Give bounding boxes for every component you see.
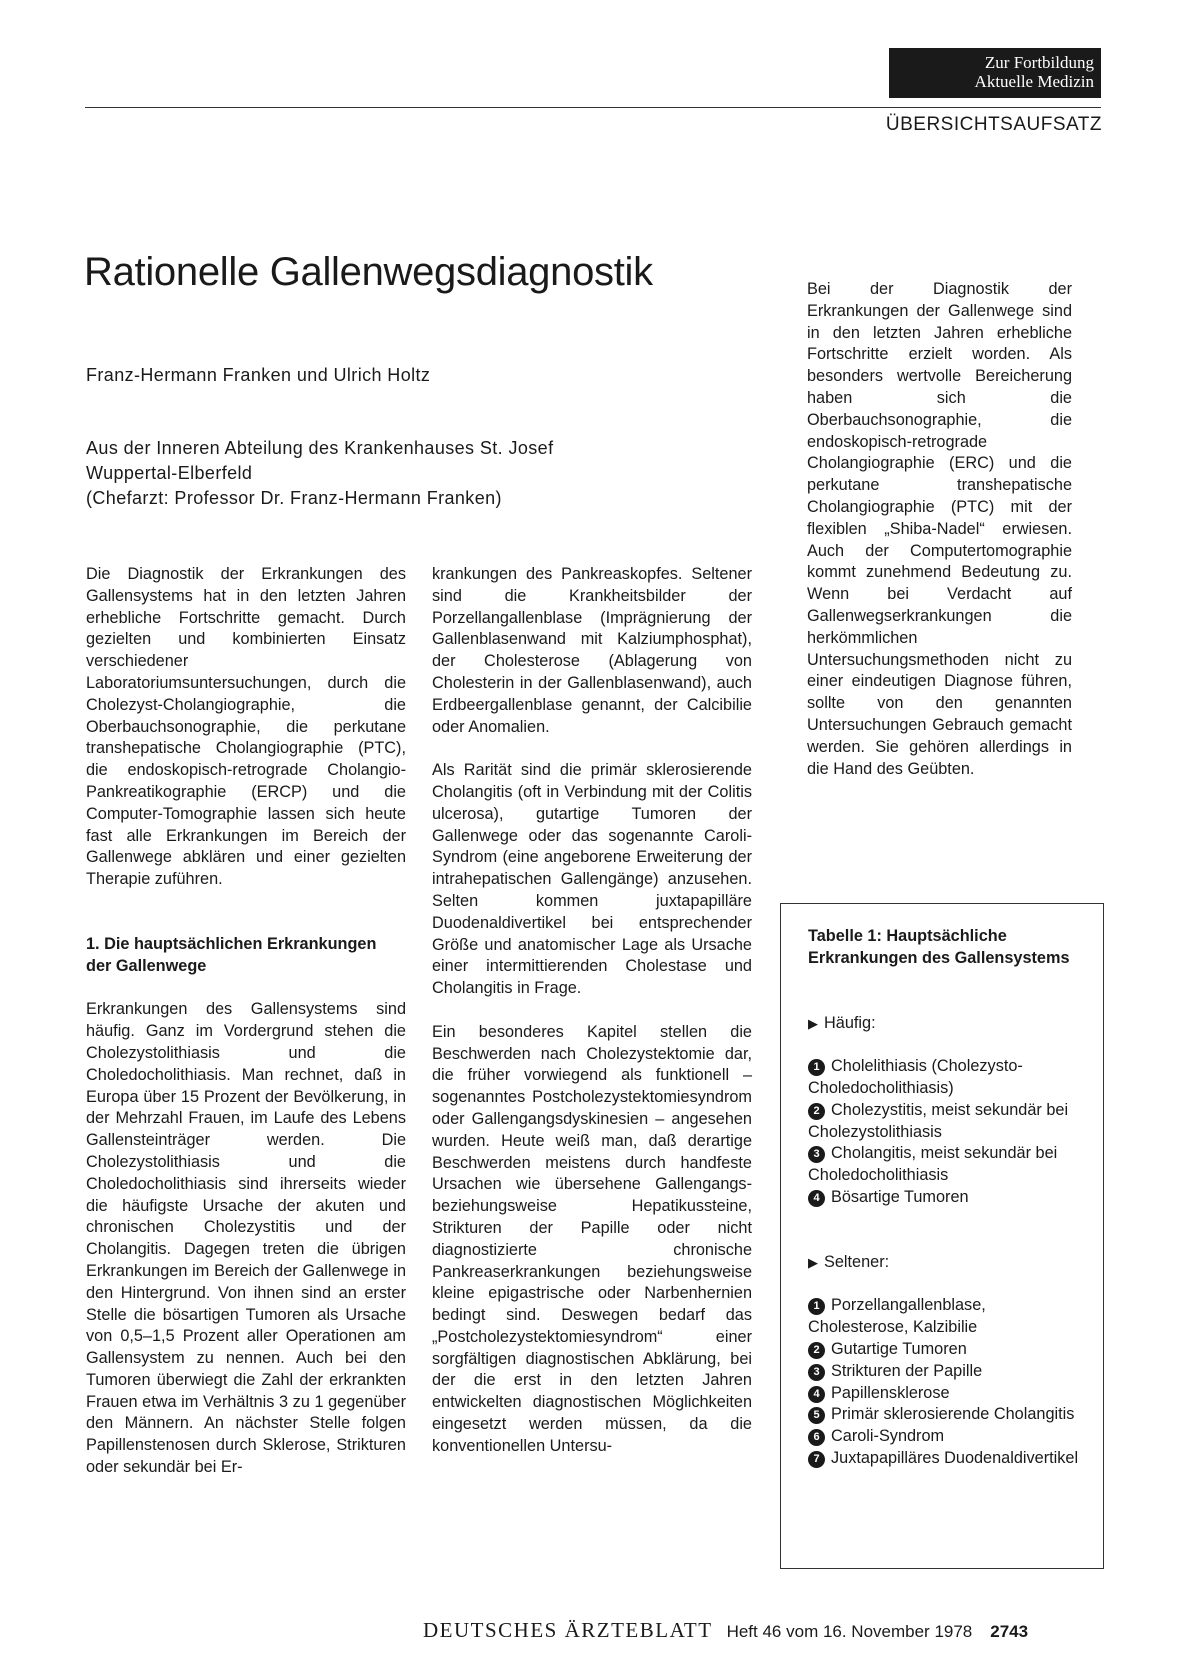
list-item (808, 1295, 1083, 1339)
affiliation-line: Aus der Inneren Abteilung des Krankenhauses St. Josef (86, 438, 554, 458)
section-label: ÜBERSICHTSAUFSATZ (885, 114, 1102, 135)
item-text: Cholezystitis, meist sekundär bei Cholezystolithiasis (808, 1100, 1069, 1141)
list-item (808, 1143, 1083, 1187)
list-item (808, 1100, 1083, 1144)
triangle-icon: ▶ (808, 1254, 818, 1270)
list-item (808, 1056, 1083, 1100)
subheading-label: Häufig: (824, 1013, 876, 1032)
badge-line-1: Zur Fortbildung (984, 53, 1094, 72)
badge-line-2: Aktuelle Medizin (974, 72, 1094, 91)
number-badge-icon: 7 (808, 1451, 825, 1468)
table-subheading-rare (808, 1252, 1083, 1274)
abstract-column (807, 279, 1072, 802)
item-text: Primär sklerosierende Cholangitis (831, 1405, 1075, 1424)
affiliation-line: Wuppertal-Elberfeld (86, 463, 253, 483)
number-badge-icon: 1 (808, 1059, 825, 1076)
frequent-list (808, 1056, 1083, 1209)
abstract-paragraph: Bei der Diagnostik der Erkrankungen der Gallenwege sind in den letzten Jahren erhebliche Fortschritte erzielt worden. Als besonders wertvolle Bereicherung haben sich die Oberbauchsonographie, die endoskopisch-retrograde Cholangiographie (ERC) und die perkutane transhepatische Cholangiographie (PTC) mit der flexiblen „Shiba-Nadel“ erwiesen. Auch der Computertomographie kommt zunehmend Bedeutung zu. Wenn bei Verdacht auf Gallenwegserkrankungen die herkömmlichen Untersuchungsmethoden nicht zu einer eindeutigen Diagnose führen, sollte von den genannten Untersuchungen Gebrauch gemacht werden. Sie gehören allerdings in die Hand des Geübten. (807, 280, 1072, 778)
table-1-box (780, 903, 1104, 1569)
paragraph: Ein besonderes Kapitel stellen die Beschwerden nach Cholezystektomie dar, die früher vorwiegend als funktionell – sogenanntes Postcholezystektomiesyndrom oder Gallengangsdyskinesien – angesehen wurden. Heute weiß man, daß derartige Beschwerden meistens durch handfeste Ursachen wie übersehene Gallengangs- beziehungsweise Hepatikussteine, Strikturen der Papille oder nicht diagnostizierte chronische Pankreaserkrankungen beziehungsweise kleine epigastrische oder Narbenhernien bedingt sind. Deswegen bedarf das „Postcholezystektomiesyndrom“ einer sorgfältigen diagnostischen Abklärung, bei der die erst in den letzten Jahren entwickelten diagnostischen Möglichkeiten eingesetzt werden müssen, da die konventionellen Untersu- (432, 1022, 752, 1455)
rare-list (808, 1295, 1083, 1469)
list-item (808, 1361, 1083, 1383)
list-item (808, 1404, 1083, 1426)
number-badge-icon: 3 (808, 1364, 825, 1381)
paragraph: krankungen des Pankreaskopfes. Seltener sind die Krankheitsbilder der Porzellangallenblase (Imprägnierung der Gallenblasenwand mit Kalziumphosphat), der Cholesterose (Ablagerung von Cholesterin in der Gallenblasenwand), auch Erdbeergallenblase genannt, der Calcibilie oder Anomalien. (432, 565, 752, 736)
section-heading: 1. Die hauptsächlichen Erkrankungen der Gallenwege (86, 934, 377, 975)
list-item (808, 1187, 1083, 1209)
page-footer (423, 1618, 1028, 1643)
paragraph: Als Rarität sind die primär sklerosierende Cholangitis (oft in Verbindung mit der Colitis ulcerosa), gutartige Tumoren der Gallenwege oder das sogenannte Caroli-Syndrom (eine angeborene Erweiterung der intrahepatischen Gallengänge) anzusehen. Selten kommen juxtapapilläre Duodenaldivertikel bei entsprechender Größe und anatomischer Lage als Ursache einer intermittierenden Cholestase und Cholangitis in Frage. (432, 761, 752, 998)
issue-info: Heft 46 vom 16. November 1978 (726, 1622, 973, 1641)
number-badge-icon: 6 (808, 1429, 825, 1446)
item-text: Porzellangallenblase, Cholesterose, Kalzibilie (808, 1296, 986, 1337)
number-badge-icon: 4 (808, 1386, 825, 1403)
list-item (808, 1339, 1083, 1361)
series-badge (889, 48, 1101, 98)
body-column-1 (86, 564, 406, 1501)
number-badge-icon: 2 (808, 1342, 825, 1359)
item-text: Gutartige Tumoren (831, 1339, 967, 1358)
triangle-icon: ▶ (808, 1015, 818, 1031)
table-subheading-frequent (808, 1013, 1083, 1035)
number-badge-icon: 4 (808, 1190, 825, 1207)
list-item (808, 1426, 1083, 1448)
number-badge-icon: 5 (808, 1407, 825, 1424)
item-text: Strikturen der Papille (831, 1361, 983, 1380)
number-badge-icon: 1 (808, 1298, 825, 1315)
item-text: Juxtapapilläres Duodenaldivertikel (831, 1448, 1079, 1467)
list-item (808, 1448, 1083, 1470)
article-title: Rationelle Gallenwegsdiagnostik (84, 250, 653, 294)
affiliation-line: (Chefarzt: Professor Dr. Franz-Hermann Franken) (86, 488, 502, 508)
item-text: Caroli-Syndrom (831, 1427, 945, 1446)
table-title: Tabelle 1: Hauptsächliche Erkrankungen des Gallensystems (808, 927, 1070, 967)
header-rule (85, 107, 1101, 108)
page-number: 2743 (990, 1622, 1029, 1641)
number-badge-icon: 3 (808, 1146, 825, 1163)
list-item (808, 1383, 1083, 1405)
paragraph: Erkrankungen des Gallensystems sind häufig. Ganz im Vordergrund stehen die Cholezystolithiasis und die Choledocholithiasis. Man rechnet, daß in Europa über 15 Prozent der Bevölkerung, in der Mehrzahl Frauen, im Laufe des Lebens Gallensteinträger werden. Die Cholezystolithiasis und die Choledocholithiasis sind ihrerseits wieder die häufigste Ursache der akuten und chronischen Cholezystitis und der Cholangitis. Dagegen treten die übrigen Erkrankungen im Bereich der Gallenwege in den Hintergrund. Von ihnen sind an erster Stelle die bösartigen Tumoren als Ursache von 0,5–1,5 Prozent aller Operationen am Gallensystem zu nennen. Auch bei den Tumoren überwiegt die Zahl der erkrankten Frauen etwa im Verhältnis 3 zu 1 gegenüber den Männern. An nächster Stelle folgen Papillenstenosen durch Sklerose, Strikturen oder sekundär bei Er- (86, 1000, 406, 1477)
number-badge-icon: 2 (808, 1103, 825, 1120)
article-affiliation (86, 436, 554, 511)
body-column-2 (432, 564, 752, 1479)
article-authors: Franz-Hermann Franken und Ulrich Holtz (86, 365, 431, 385)
item-text: Cholelithiasis (Cholezysto-Choledocholithiasis) (808, 1057, 1023, 1097)
subheading-label: Seltener: (824, 1252, 890, 1271)
item-text: Papillensklerose (831, 1383, 950, 1402)
item-text: Bösartige Tumoren (831, 1187, 969, 1206)
journal-name: DEUTSCHES ÄRZTEBLATT (423, 1618, 713, 1642)
item-text: Cholangitis, meist sekundär bei Choledocholithiasis (808, 1144, 1058, 1185)
paragraph: Die Diagnostik der Erkrankungen des Gallensystems hat in den letzten Jahren erhebliche Fortschritte gemacht. Durch gezielten und kombinierten Einsatz verschiedener Laboratoriumsuntersuchungen, durch die Cholezyst-Cholangiographie, die Oberbauchsonographie, die perkutane transhepatische Cholangiographie (PTC), die endoskopisch-retrograde Cholangio-Pankreatikographie (ERCP) und die Computer-Tomographie lassen sich heute fast alle Erkrankungen im Bereich der Gallenwege abklären und einer gezielten Therapie zuführen. (86, 565, 406, 889)
